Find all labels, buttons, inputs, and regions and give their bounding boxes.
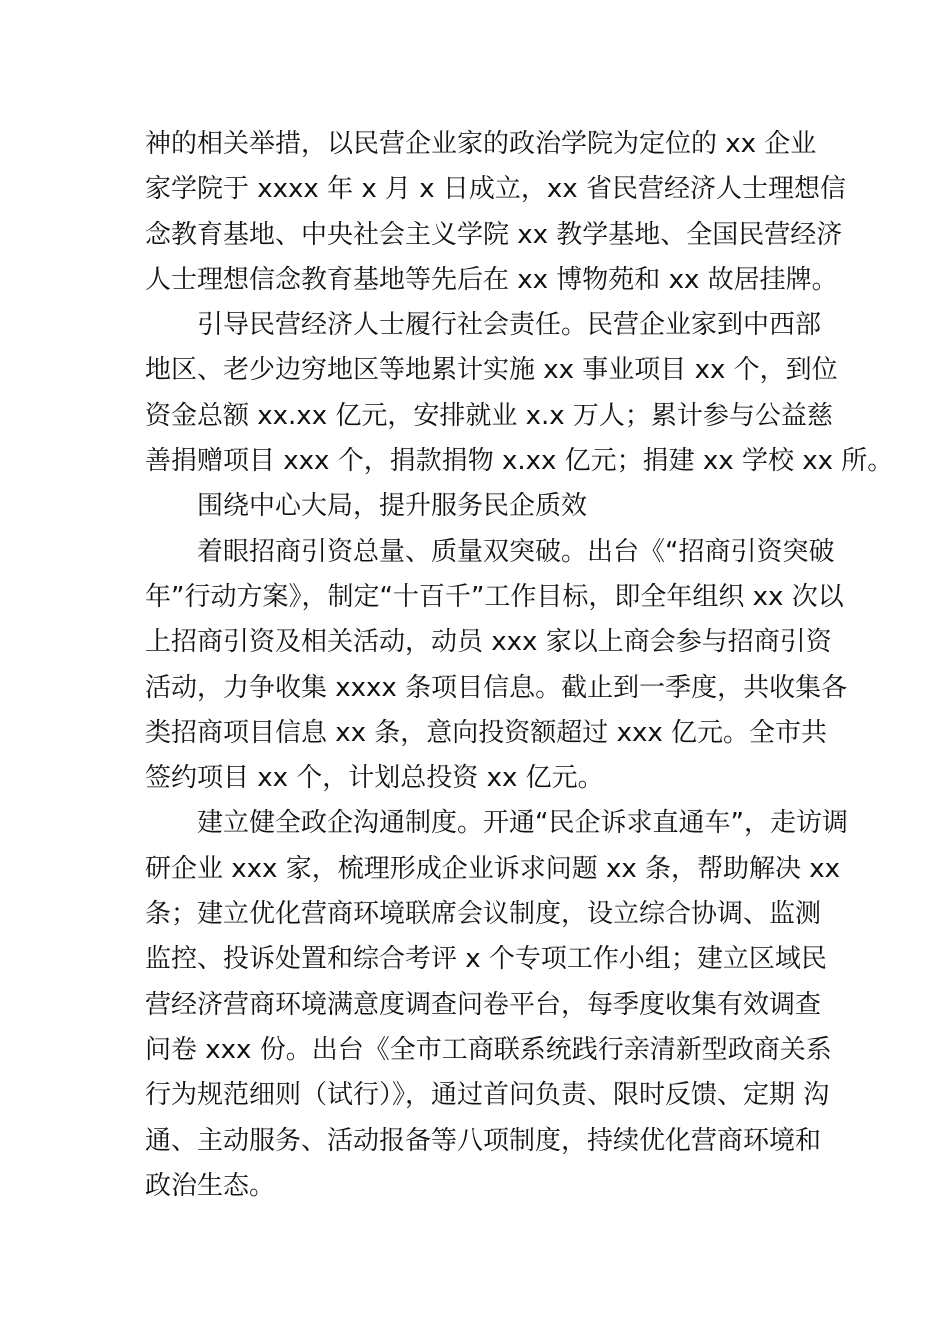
text-line: 行为规范细则（试行）》，通过首问负责、限时反馈、定期 沟: [145, 1080, 830, 1111]
text-line: 家学院于 xxxx 年 x 月 x 日成立，xx 省民营经济人士理想信: [145, 174, 846, 205]
text-line: 问卷 xxx 份。出台《全市工商联系统践行亲清新型政商关系: [145, 1034, 832, 1065]
text-line: 地区、老少边穷地区等地累计实施 xx 事业项目 xx 个，到位: [145, 355, 838, 386]
text-line: 上招商引资及相关活动，动员 xxx 家以上商会参与招商引资: [145, 627, 832, 658]
text-line: 年”行动方案》，制定“十百千”工作目标，即全年组织 xx 次以: [145, 581, 844, 612]
text-line: 通、主动服务、活动报备等八项制度，持续优化营商环境和: [145, 1125, 822, 1156]
text-line: 类招商项目信息 xx 条，意向投资额超过 xxx 亿元。全市共: [145, 717, 827, 748]
body-text: [145, 122, 894, 1209]
text-line: 营经济营商环境满意度调查问卷平台，每季度收集有效调查: [145, 989, 822, 1020]
text-line: 念教育基地、中央社会主义学院 xx 教学基地、全国民营经济: [145, 219, 843, 250]
text-line: 政治生态。: [145, 1170, 276, 1201]
text-line: 人士理想信念教育基地等先后在 xx 博物苑和 xx 故居挂牌。: [145, 264, 838, 295]
text-line: 资金总额 xx.xx 亿元，安排就业 x.x 万人；累计参与公益慈: [145, 400, 833, 431]
text-line: 活动，力争收集 xxxx 条项目信息。截止到一季度，共收集各: [145, 672, 848, 703]
text-line: 神的相关举措，以民营企业家的政治学院为定位的 xx 企业: [145, 129, 817, 159]
text-line: 善捐赠项目 xxx 个，捐款捐物 x.xx 亿元；捐建 xx 学校 xx 所。: [145, 446, 894, 477]
text-line: 条；建立优化营商环境联席会议制度，设立综合协调、监测: [145, 899, 822, 930]
section-heading: 围绕中心大局，提升服务民企质效: [197, 491, 588, 522]
text-line: 研企业 xxx 家，梳理形成企业诉求问题 xx 条，帮助解决 xx: [145, 853, 841, 884]
text-line: 监控、投诉处置和综合考评 x 个专项工作小组；建立区域民: [145, 944, 827, 975]
paragraph-heading-line: 引导民营经济人士履行社会责任。民营企业家到中西部: [197, 310, 822, 341]
text-line: 签约项目 xx 个，计划总投资 xx 亿元。: [145, 763, 604, 794]
paragraph-heading-line: 着眼招商引资总量、质量双突破。出台《“招商引资突破: [197, 536, 835, 567]
paragraph-heading-line: 建立健全政企沟通制度。开通“民企诉求直通车”，走访调: [197, 808, 848, 839]
